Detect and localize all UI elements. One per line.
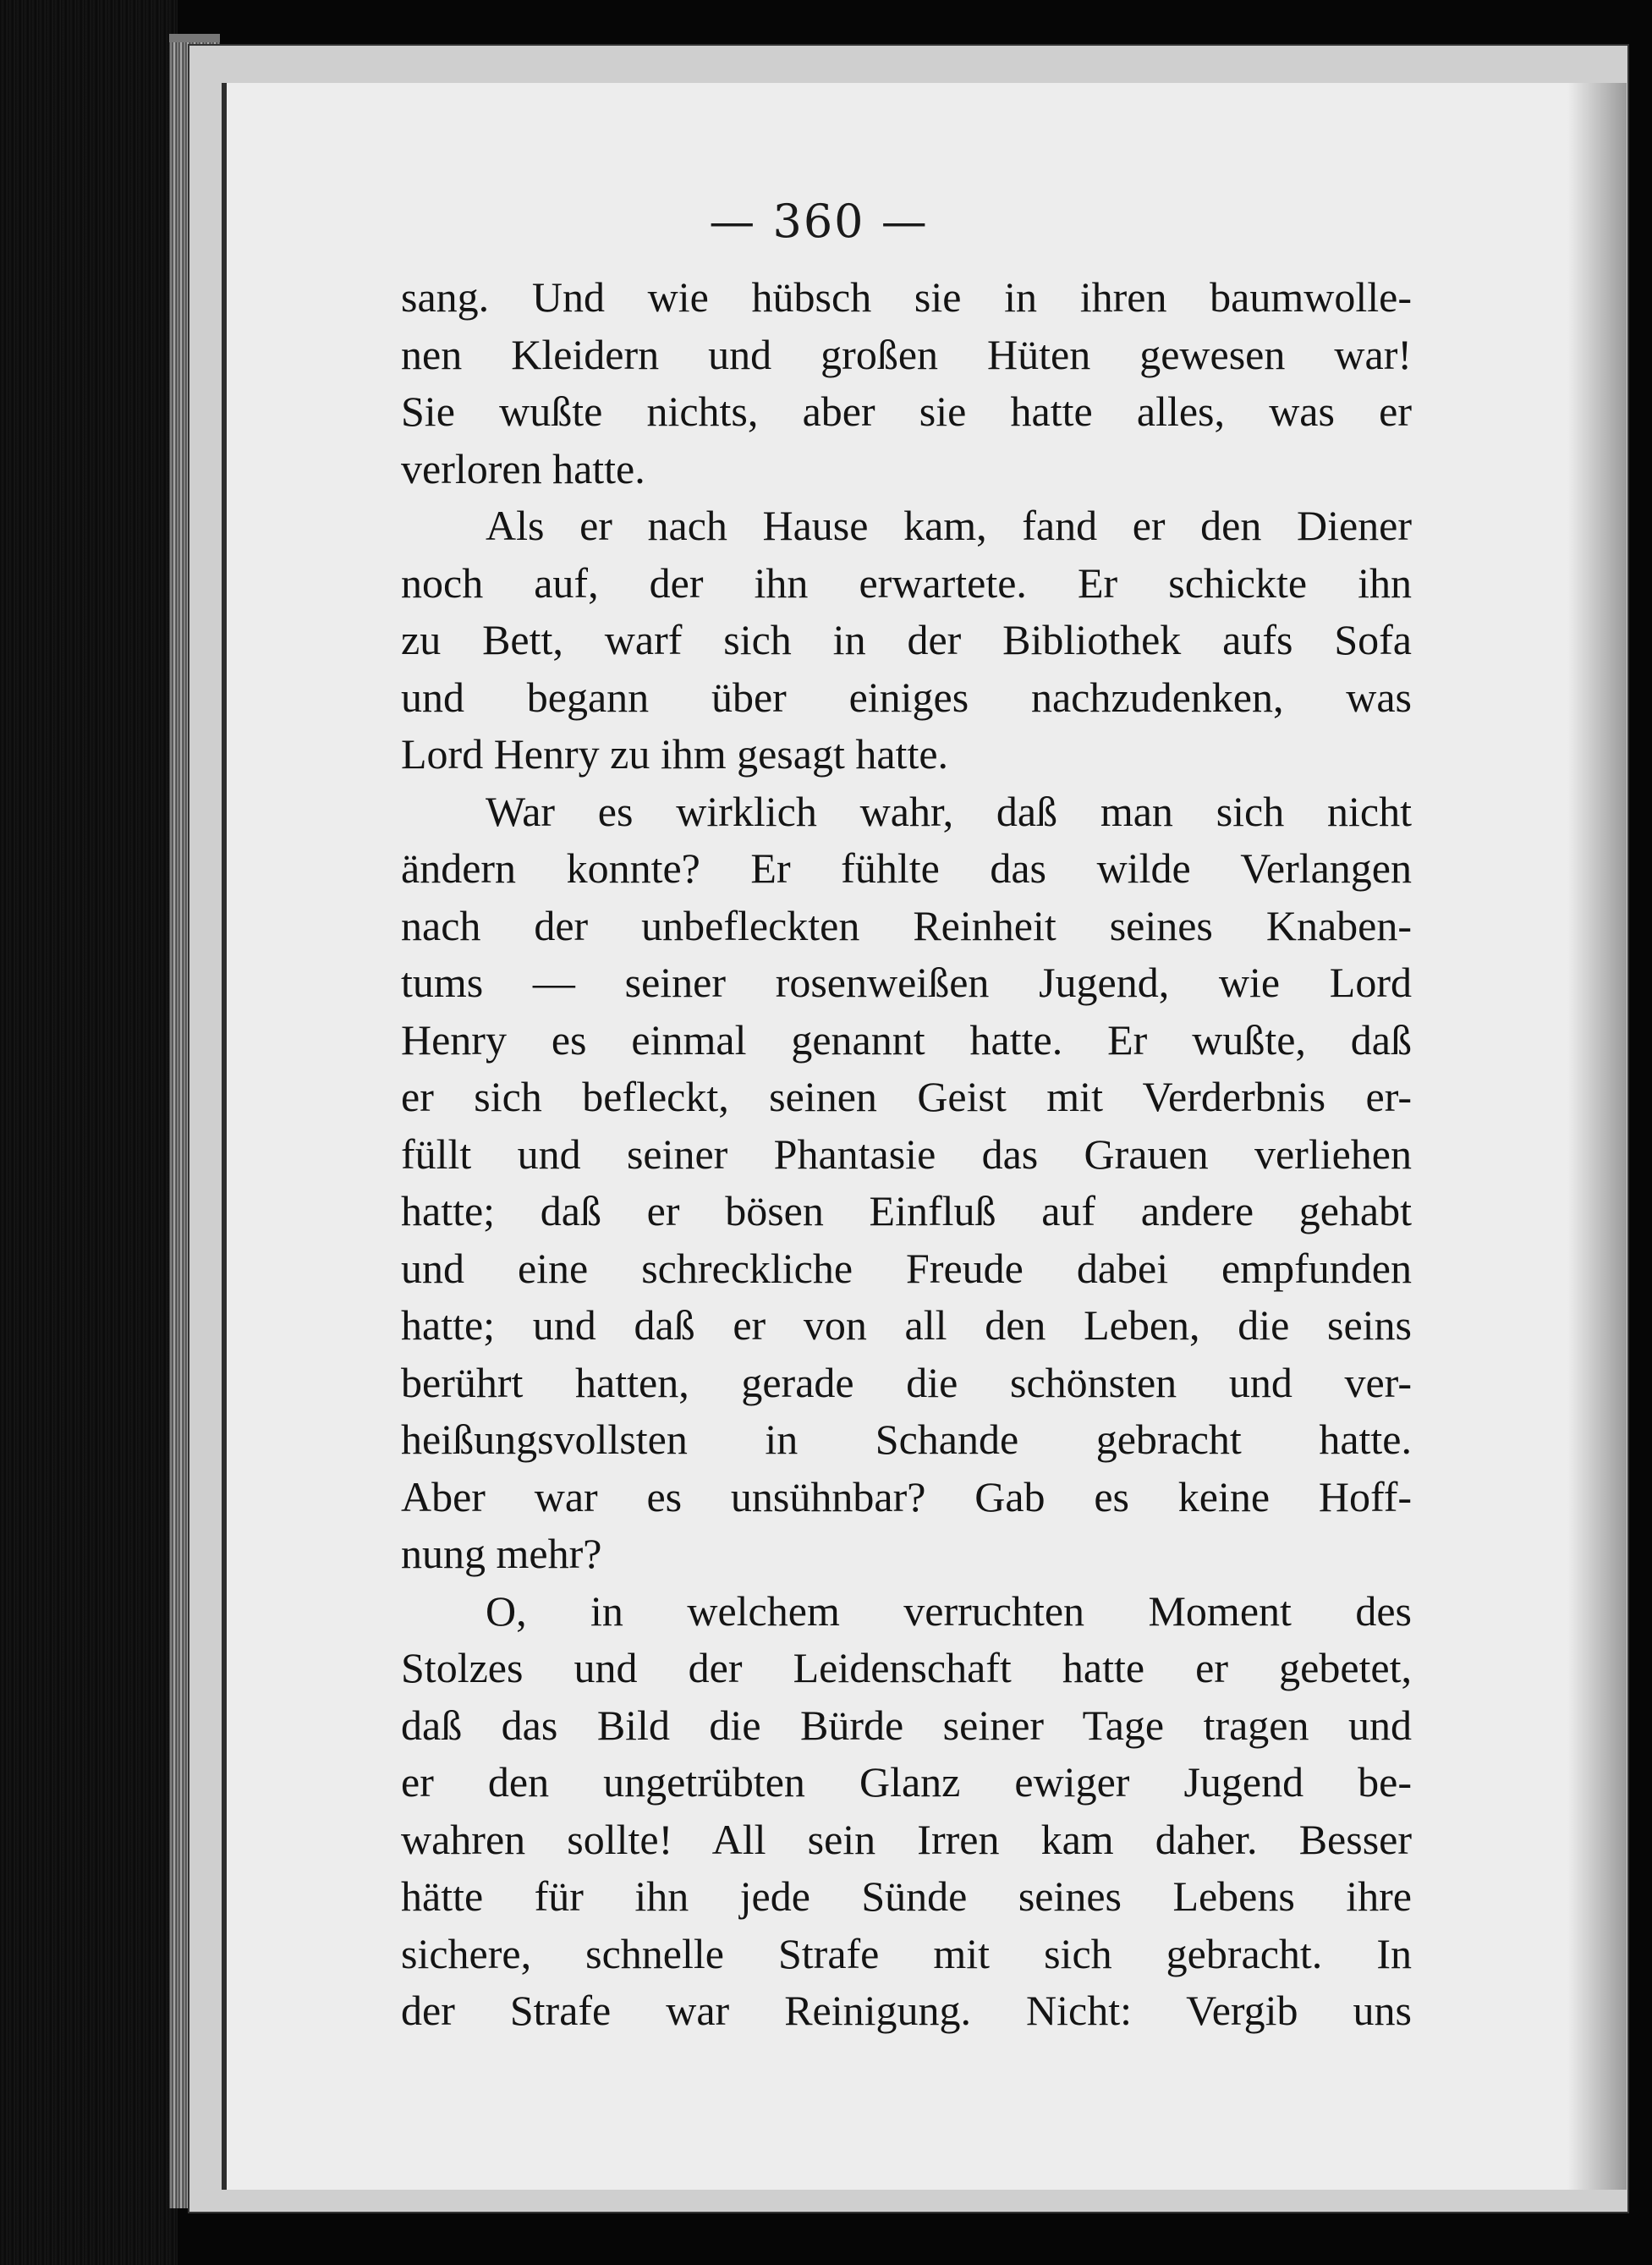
text-line: Stolzes und der Leidenschaft hatte er gebetet, bbox=[401, 1644, 1412, 1691]
text-line: er sich befleckt, seinen Geist mit Verderbnis er- bbox=[401, 1073, 1412, 1120]
text-line: hatte; und daß er von all den Leben, die seins bbox=[401, 1301, 1412, 1349]
text-line: hätte für ihn jede Sünde seines Lebens ihre bbox=[401, 1872, 1412, 1920]
text-line: daß das Bild die Bürde seiner Tage tragen und bbox=[401, 1701, 1412, 1749]
text-line: und eine schreckliche Freude dabei empfunden bbox=[401, 1244, 1412, 1292]
text-line: sang. Und wie hübsch sie in ihren baumwolle- bbox=[401, 273, 1412, 321]
text-line: tums — seiner rosenweißen Jugend, wie Lord bbox=[401, 959, 1412, 1006]
text-line: hatte; daß er bösen Einfluß auf andere gehabt bbox=[401, 1187, 1412, 1234]
text-line: ändern konnte? Er fühlte das wilde Verlangen bbox=[401, 844, 1412, 892]
text-line: er den ungetrübten Glanz ewiger Jugend be- bbox=[401, 1758, 1412, 1806]
text-line: berührt hatten, gerade die schönsten und ver- bbox=[401, 1358, 1412, 1406]
text-line: Sie wußte nichts, aber sie hatte alles, was er bbox=[401, 388, 1412, 435]
text-line: nach der unbefleckten Reinheit seines Knaben- bbox=[401, 901, 1412, 949]
text-line: O, in welchem verruchten Moment des bbox=[486, 1586, 1412, 1635]
text-line: Henry es einmal genannt hatte. Er wußte, daß bbox=[401, 1015, 1412, 1064]
text-line: nung mehr? bbox=[401, 1530, 602, 1577]
page bbox=[222, 83, 1627, 2190]
page-number: — 360 — bbox=[709, 195, 929, 248]
text-line: der Strafe war Reinigung. Nicht: Vergib uns bbox=[401, 1987, 1412, 2034]
text-line: sichere, schnelle Strafe mit sich gebracht. In bbox=[401, 1929, 1412, 1977]
book-spine bbox=[0, 0, 178, 2265]
text-line: noch auf, der ihn erwartete. Er schickte ihn bbox=[401, 558, 1412, 607]
text-line: nen Kleidern und großen Hüten gewesen war! bbox=[401, 330, 1412, 378]
text-line: Aber war es unsühnbar? Gab es keine Hoff- bbox=[401, 1472, 1412, 1520]
text-line: füllt und seiner Phantasie das Grauen verliehen bbox=[401, 1130, 1412, 1178]
text-line: und begann über einiges nachzudenken, was bbox=[401, 673, 1412, 721]
text-line: War es wirklich wahr, daß man sich nicht bbox=[486, 787, 1412, 835]
body-text bbox=[401, 269, 1412, 2040]
text-line: Lord Henry zu ihm gesagt hatte. bbox=[401, 730, 949, 778]
text-line: heißungsvollsten in Schande gebracht hatte. bbox=[401, 1416, 1412, 1463]
text-line: zu Bett, warf sich in der Bibliothek aufs Sofa bbox=[401, 616, 1412, 663]
text-line: Als er nach Hause kam, fand er den Diener bbox=[486, 502, 1412, 549]
text-line: verloren hatte. bbox=[401, 444, 645, 492]
text-line: wahren sollte! All sein Irren kam daher. Besser bbox=[401, 1815, 1412, 1863]
